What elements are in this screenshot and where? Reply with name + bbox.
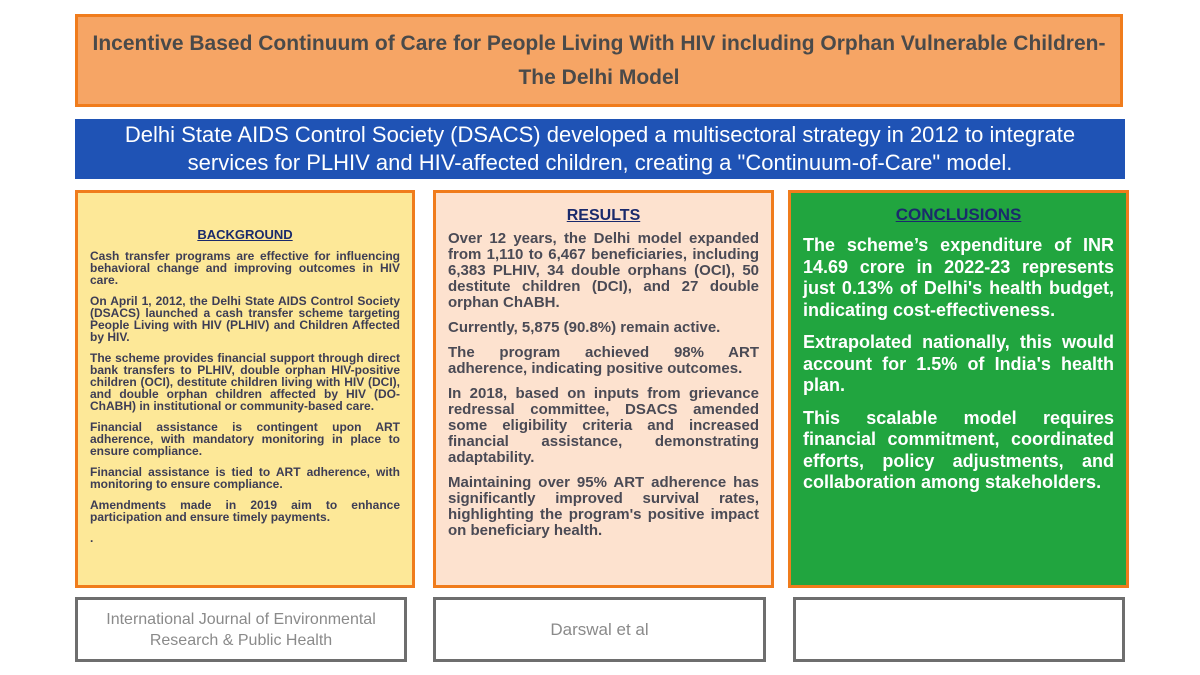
background-paragraph: On April 1, 2012, the Delhi State AIDS Control Society (DSACS) launched a cash transfer scheme targeting People Living with HIV (PLHIV) and Children Affected by HIV.	[90, 294, 400, 344]
background-heading: BACKGROUND	[197, 227, 293, 242]
background-paragraph: Financial assistance is contingent upon ART adherence, with mandatory monitoring in place to ensure compliance.	[90, 420, 400, 458]
conclusions-paragraph: The scheme’s expenditure of INR 14.69 crore in 2022-23 represents just 0.13% of Delhi's health budget, indicating cost-effectiveness.	[803, 235, 1114, 320]
background-paragraph: Cash transfer programs are effective for influencing behavioral change and improving outcomes in HIV care.	[90, 249, 400, 287]
page-title	[75, 14, 1123, 107]
summary-banner	[75, 119, 1125, 179]
conclusions-paragraph: Extrapolated nationally, this would account for 1.5% of India's health plan.	[803, 332, 1114, 395]
title-text: Incentive Based Continuum of Care for People Living With HIV including Orphan Vulnerable Children- The Delhi Model	[92, 31, 1106, 89]
results-paragraph: The program achieved 98% ART adherence, indicating positive outcomes.	[448, 344, 759, 377]
journal-name: International Journal of Environmental Research & Public Health	[106, 610, 376, 649]
results-paragraph: In 2018, based on inputs from grievance redressal committee, DSACS amended some eligibility criteria and increased financial assistance, demonstrating adaptability.	[448, 385, 759, 466]
results-panel	[433, 190, 774, 588]
summary-text: Delhi State AIDS Control Society (DSACS) developed a multisectoral strategy in 2012 to integrate services for PLHIV and HIV-affected children, creating a "Continuum-of-Care" model.	[124, 122, 1076, 175]
conclusions-panel	[788, 190, 1129, 588]
results-paragraph: Currently, 5,875 (90.8%) remain active.	[448, 319, 721, 336]
results-paragraph: Over 12 years, the Delhi model expanded from 1,110 to 6,467 beneficiaries, including 6,383 PLHIV, 34 double orphans (OCI), 50 destitute children (DCI), and 27 double orphan ChABH.	[448, 230, 759, 311]
conclusions-heading: CONCLUSIONS	[895, 205, 1022, 224]
journal-footer	[75, 597, 407, 662]
background-panel	[75, 190, 415, 588]
background-paragraph: Financial assistance is tied to ART adherence, with monitoring to ensure compliance.	[90, 465, 400, 491]
empty-footer	[793, 597, 1125, 662]
background-paragraph: Amendments made in 2019 aim to enhance participation and ensure timely payments.	[90, 498, 400, 524]
background-paragraph: .	[90, 531, 94, 545]
authors-name: Darswal et al	[550, 620, 649, 639]
authors-footer	[433, 597, 766, 662]
conclusions-paragraph: This scalable model requires financial commitment, coordinated efforts, policy adjustments, and collaboration among stakeholders.	[803, 407, 1114, 492]
results-heading: RESULTS	[566, 207, 641, 224]
background-paragraph: The scheme provides financial support through direct bank transfers to PLHIV, double orphan HIV-positive children (OCI), destitute children living with HIV (DCI), and double orphan children affected by HIV (DO-ChABH) in institutional or community-based care.	[90, 351, 400, 413]
results-paragraph: Maintaining over 95% ART adherence has significantly improved survival rates, highlighting the program's positive impact on beneficiary health.	[448, 474, 759, 539]
